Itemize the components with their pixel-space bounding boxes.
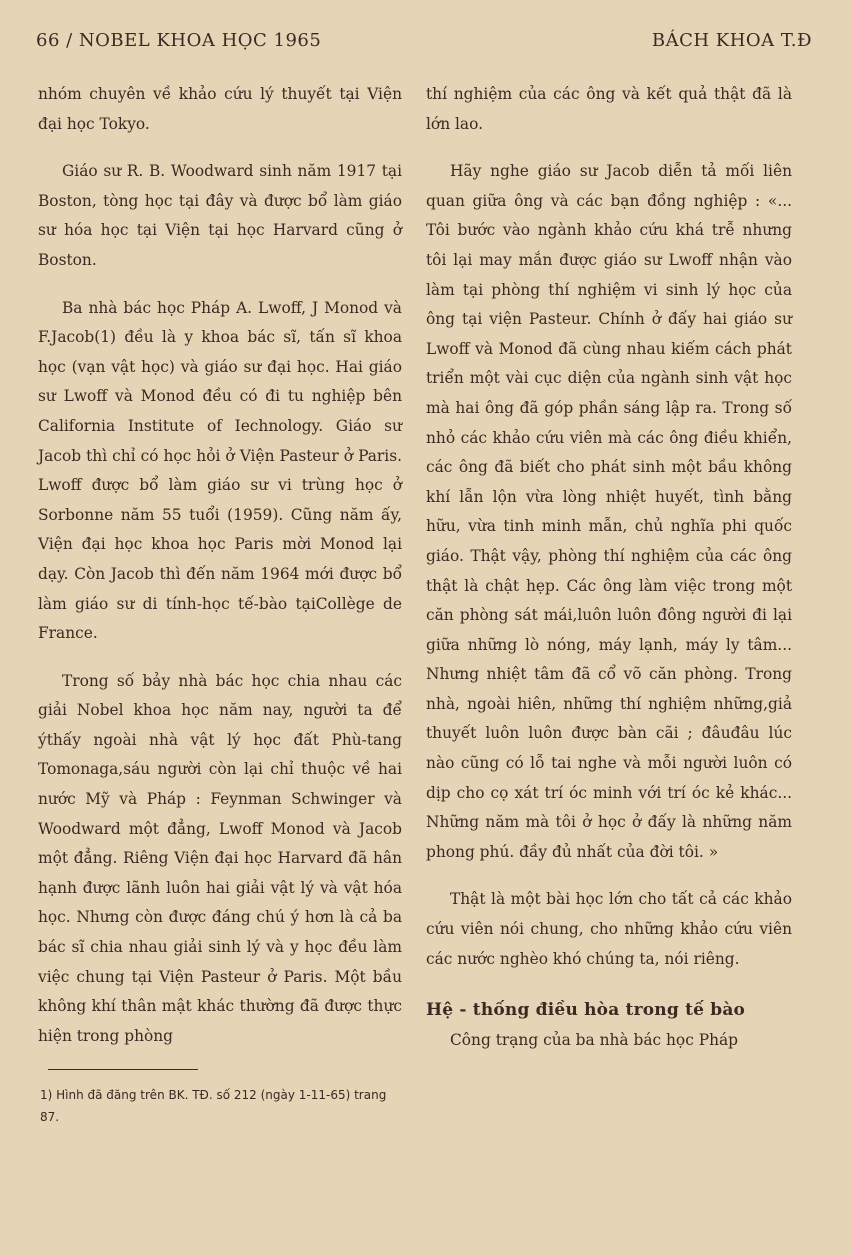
section-paragraph: Công trạng của ba nhà bác học Pháp [450,1031,739,1050]
right-column [426,80,792,1074]
header-publication: BÁCH KHOA T.Đ [651,30,812,51]
left-paragraph-4: Trong số bảy nhà bác học chia nhau các giải Nobel khoa học năm nay, người ta để ýthấy ngoài nhà vật lý học đất Phù-tang Tomonaga,sáu người còn lại chỉ thuộc về hai nước Mỹ và Pháp : Feynman Schwinger và Woodward một đẳng, Lwoff Monod và Jacob một đẳng. Riêng Viện đại học Harvard đã hân hạnh được lãnh luôn hai giải vật lý và vật hóa học. Nhưng còn được đáng chú ý hơn là cả ba bác sĩ chia nhau giải sinh lý và y học đều làm việc chung tại Viện Pasteur ở Paris. Một bầu không khí thân mật khác thường đã được thực hiện trong phòng [38,671,402,1045]
left-paragraph-2: Giáo sư R. B. Woodward sinh năm 1917 tại Boston, tòng học tại đây và được bổ làm giáo sư hóa học tại Viện tại học Harvard cũng ở Boston. [38,162,402,269]
header-page-info: 66 / NOBEL KHOA HỌC 1965 [36,30,322,51]
footnote-divider [48,1069,198,1070]
section-heading: Hệ - thống điều hòa trong tế bào [426,1000,746,1021]
left-column [38,80,402,1128]
right-paragraph-3: Thật là một bài học lớn cho tất cả các khảo cứu viên nói chung, cho những khảo cứu viên các nước nghèo khó chúng ta, nói riêng. [426,890,792,968]
left-paragraph-1: nhóm chuyên về khảo cứu lý thuyết tại Viện đại học Tokyo. [38,85,402,133]
right-paragraph-2: Hãy nghe giáo sư Jacob diễn tả mối liên quan giữa ông và các bạn đồng nghiệp : «... Tôi bước vào ngành khảo cứu khá trễ nhưng tôi lại may mắn được giáo sư Lwoff nhận vào làm tại phòng thí nghiệm vi sinh lý học của ông tại viện Pasteur. Chính ở đấy hai giáo sư Lwoff và Monod đã cùng nhau kiếm cách phát triển một vài cục diện của ngành sinh vật học mà hai ông đã góp phần sáng lập ra. Trong số nhỏ các khảo cứu viên mà các ông điều khiển, các ông đã biết cho phát sinh một bầu không khí lẫn lộn vừa lòng nhiệt huyết, tình bằng hữu, vừa tinh minh mẫn, chủ nghĩa phi quốc giáo. Thật vậy, phòng thí nghiệm của các ông thật là chật hẹp. Các ông làm việc trong một căn phòng sát mái,luôn luôn đông người đi lại giữa những lò nóng, máy lạnh, máy ly tâm... Nhưng nhiệt tâm đã cổ võ căn phòng. Trong nhà, ngoài hiên, những thí nghiệm những,giả thuyết luôn luôn được bàn cãi ; đâuđâu lúc nào cũng có lỗ tai nghe và mỗi người luôn có dịp cho cọ xát trí óc minh với trí óc kẻ khác... Những năm mà tôi ở học ở đấy là những năm phong phú. đầy đủ nhất của đời tôi. » [426,162,792,861]
page-header [36,30,812,60]
footnote: 1) Hình đã đăng trên BK. TĐ. số 212 (ngày 1-11-65) trang 87. [40,1088,387,1125]
right-paragraph-1: thí nghiệm của các ông và kết quả thật đã là lớn lao. [426,85,792,133]
left-paragraph-3: Ba nhà bác học Pháp A. Lwoff, J Monod và F.Jacob(1) đều là y khoa bác sĩ, tấn sĩ khoa học (vạn vật học) và giáo sư đại học. Hai giáo sư Lwoff và Monod đều có đi tu nghiệp bên California Institute of Iechnology. Giáo sư Jacob thì chỉ có học hỏi ở Viện Pasteur ở Paris. Lwoff được bổ làm giáo sư vi trùng học ở Sorbonne năm 55 tuổi (1959). Cũng năm ấy, Viện đại học khoa học Paris mời Monod lại dạy. Còn Jacob thì đến năm 1964 mới được bổ làm giáo sư di tính-học tế-bào tạiCollège de France. [38,298,402,643]
